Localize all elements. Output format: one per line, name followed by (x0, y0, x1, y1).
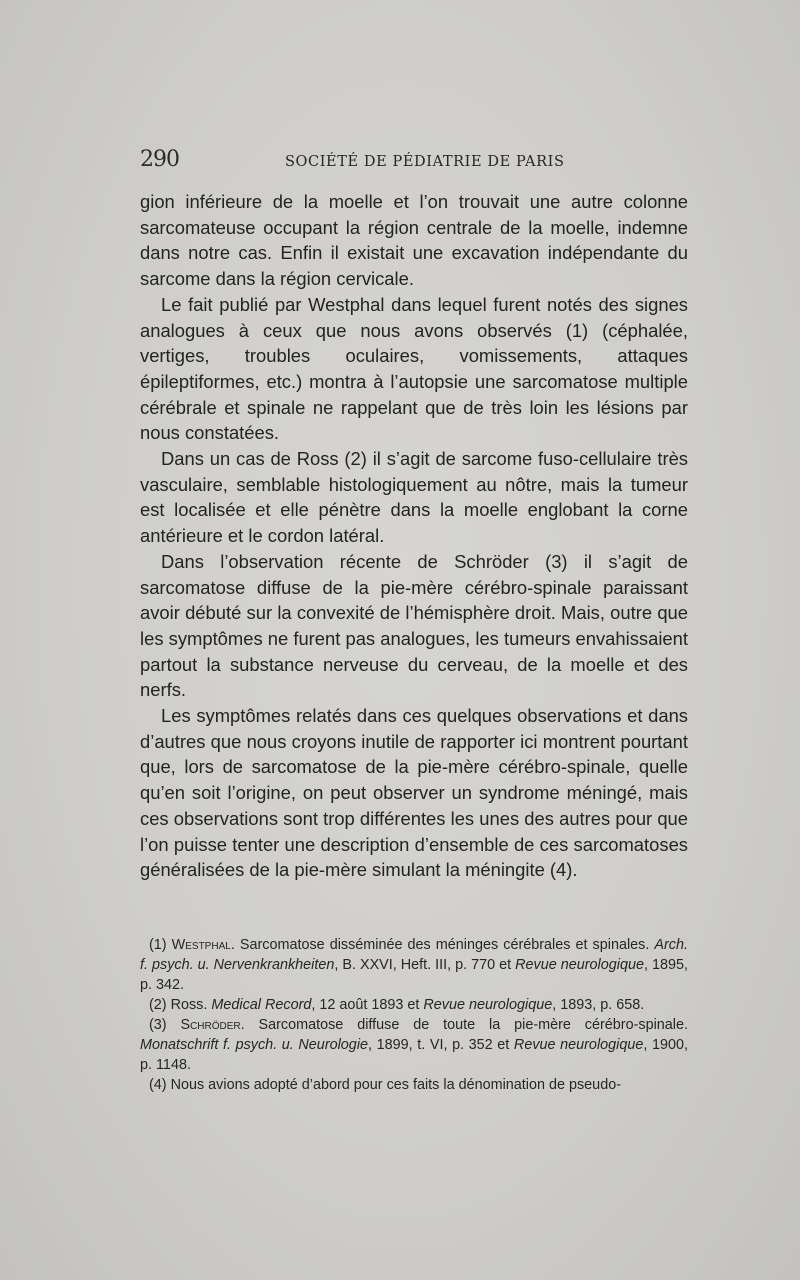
page-header (140, 147, 688, 177)
footnote-author: Schröder (180, 1017, 241, 1033)
paragraph: Dans l’observation récente de Schröder (3) il s’agit de sarcomatose diffuse de la pie-mère cérébro-spinale paraissant avoir débuté sur la convexité de l’hémisphère droit. Mais, outre que les symptômes ne furent pas analogues, les tumeurs envahissaient partout la substance nerveuse du cerveau, de la moelle et des nerfs. (140, 550, 688, 701)
footnote-journal: Medical Record (211, 997, 312, 1013)
footnote-1 (140, 935, 688, 995)
footnote-text: . Sarcomatose disséminée des méninges cérébrales et spinales. (230, 937, 655, 953)
main-text (140, 189, 688, 883)
footnote-number: (1) (149, 937, 172, 953)
footnote-journal: Revue neurologique (513, 1037, 644, 1053)
paragraph: gion inférieure de la moelle et l’on trouvait une autre colonne sarcomateuse occupant la région centrale de la moelle, indemne dans notre cas. Enfin il existait une excavation indépendante du sarcome dans la région cervicale. (140, 191, 688, 290)
footnote-journal: Revue neurologique (515, 957, 644, 973)
footnote-text: , 1895, p. 342. (140, 957, 688, 993)
paragraph: Dans un cas de Ross (2) il s’agit de sarcome fuso-cellulaire très vasculaire, semblable histologiquement au nôtre, mais la tumeur est localisée et elle pénètre dans la moelle englobant la corne antérieure et le cordon latéral. (140, 448, 688, 547)
footnote-text: , 1899, t. VI, p. 352 et (368, 1037, 514, 1053)
footnote-author: Ross (170, 997, 204, 1013)
footnote-text: . (203, 997, 212, 1013)
footnote-number: (2) (149, 997, 171, 1013)
running-head: SOCIÉTÉ DE PÉDIATRIE DE PARIS (285, 154, 565, 170)
footnote-2 (140, 995, 688, 1015)
footnote-journal: Monatschrift f. psych. u. Neurologie (140, 1037, 369, 1053)
footnote-journal: Revue neurologique (423, 997, 553, 1013)
page-number: 290 (140, 147, 179, 172)
footnote-3 (140, 1015, 688, 1075)
paragraph: Les symptômes relatés dans ces quelques observations et dans d’autres que nous croyons inutile de rapporter ici montrent pourtant que, lors de sarcomatose de la pie-mère cérébro-spinale, quelle qu’en soit l’origine, on peut observer un syndrome méningé, mais ces observations sont trop différentes les unes des autres pour que l’on puisse tenter une description d’ensemble de ces sarcomatoses généralisées de la pie-mère simulant la méningite (4). (140, 705, 688, 881)
footnote-journal: Arch. f. psych. u. Nervenkrankheiten (140, 937, 688, 973)
footnote-text: , B. XXVI, Heft. III, p. 770 et (334, 957, 516, 973)
footnote-text: , 1900, p. 1148. (140, 1037, 688, 1073)
footnotes (140, 935, 688, 1095)
footnote-text: , 1893, p. 658. (552, 997, 645, 1013)
footnote-4: (4) Nous avions adopté d’abord pour ces faits la dénomination de pseudo- (149, 1077, 621, 1093)
paragraph: Le fait publié par Westphal dans lequel furent notés des signes analogues à ceux que nous avons observés (1) (céphalée, vertiges, troubles oculaires, vomissements, attaques épileptiformes, etc.) montra à l’autopsie une sarcomatose multiple cérébrale et spinale ne rappelant que de très loin les lésions par nous constatées. (140, 293, 688, 444)
footnote-number: (3) (149, 1017, 181, 1033)
footnote-text: . Sarcomatose diffuse de toute la pie-mère cérébro-spinale. (240, 1017, 688, 1033)
footnote-text: , 12 août 1893 et (311, 997, 424, 1013)
footnote-author: Westphal (171, 937, 231, 953)
